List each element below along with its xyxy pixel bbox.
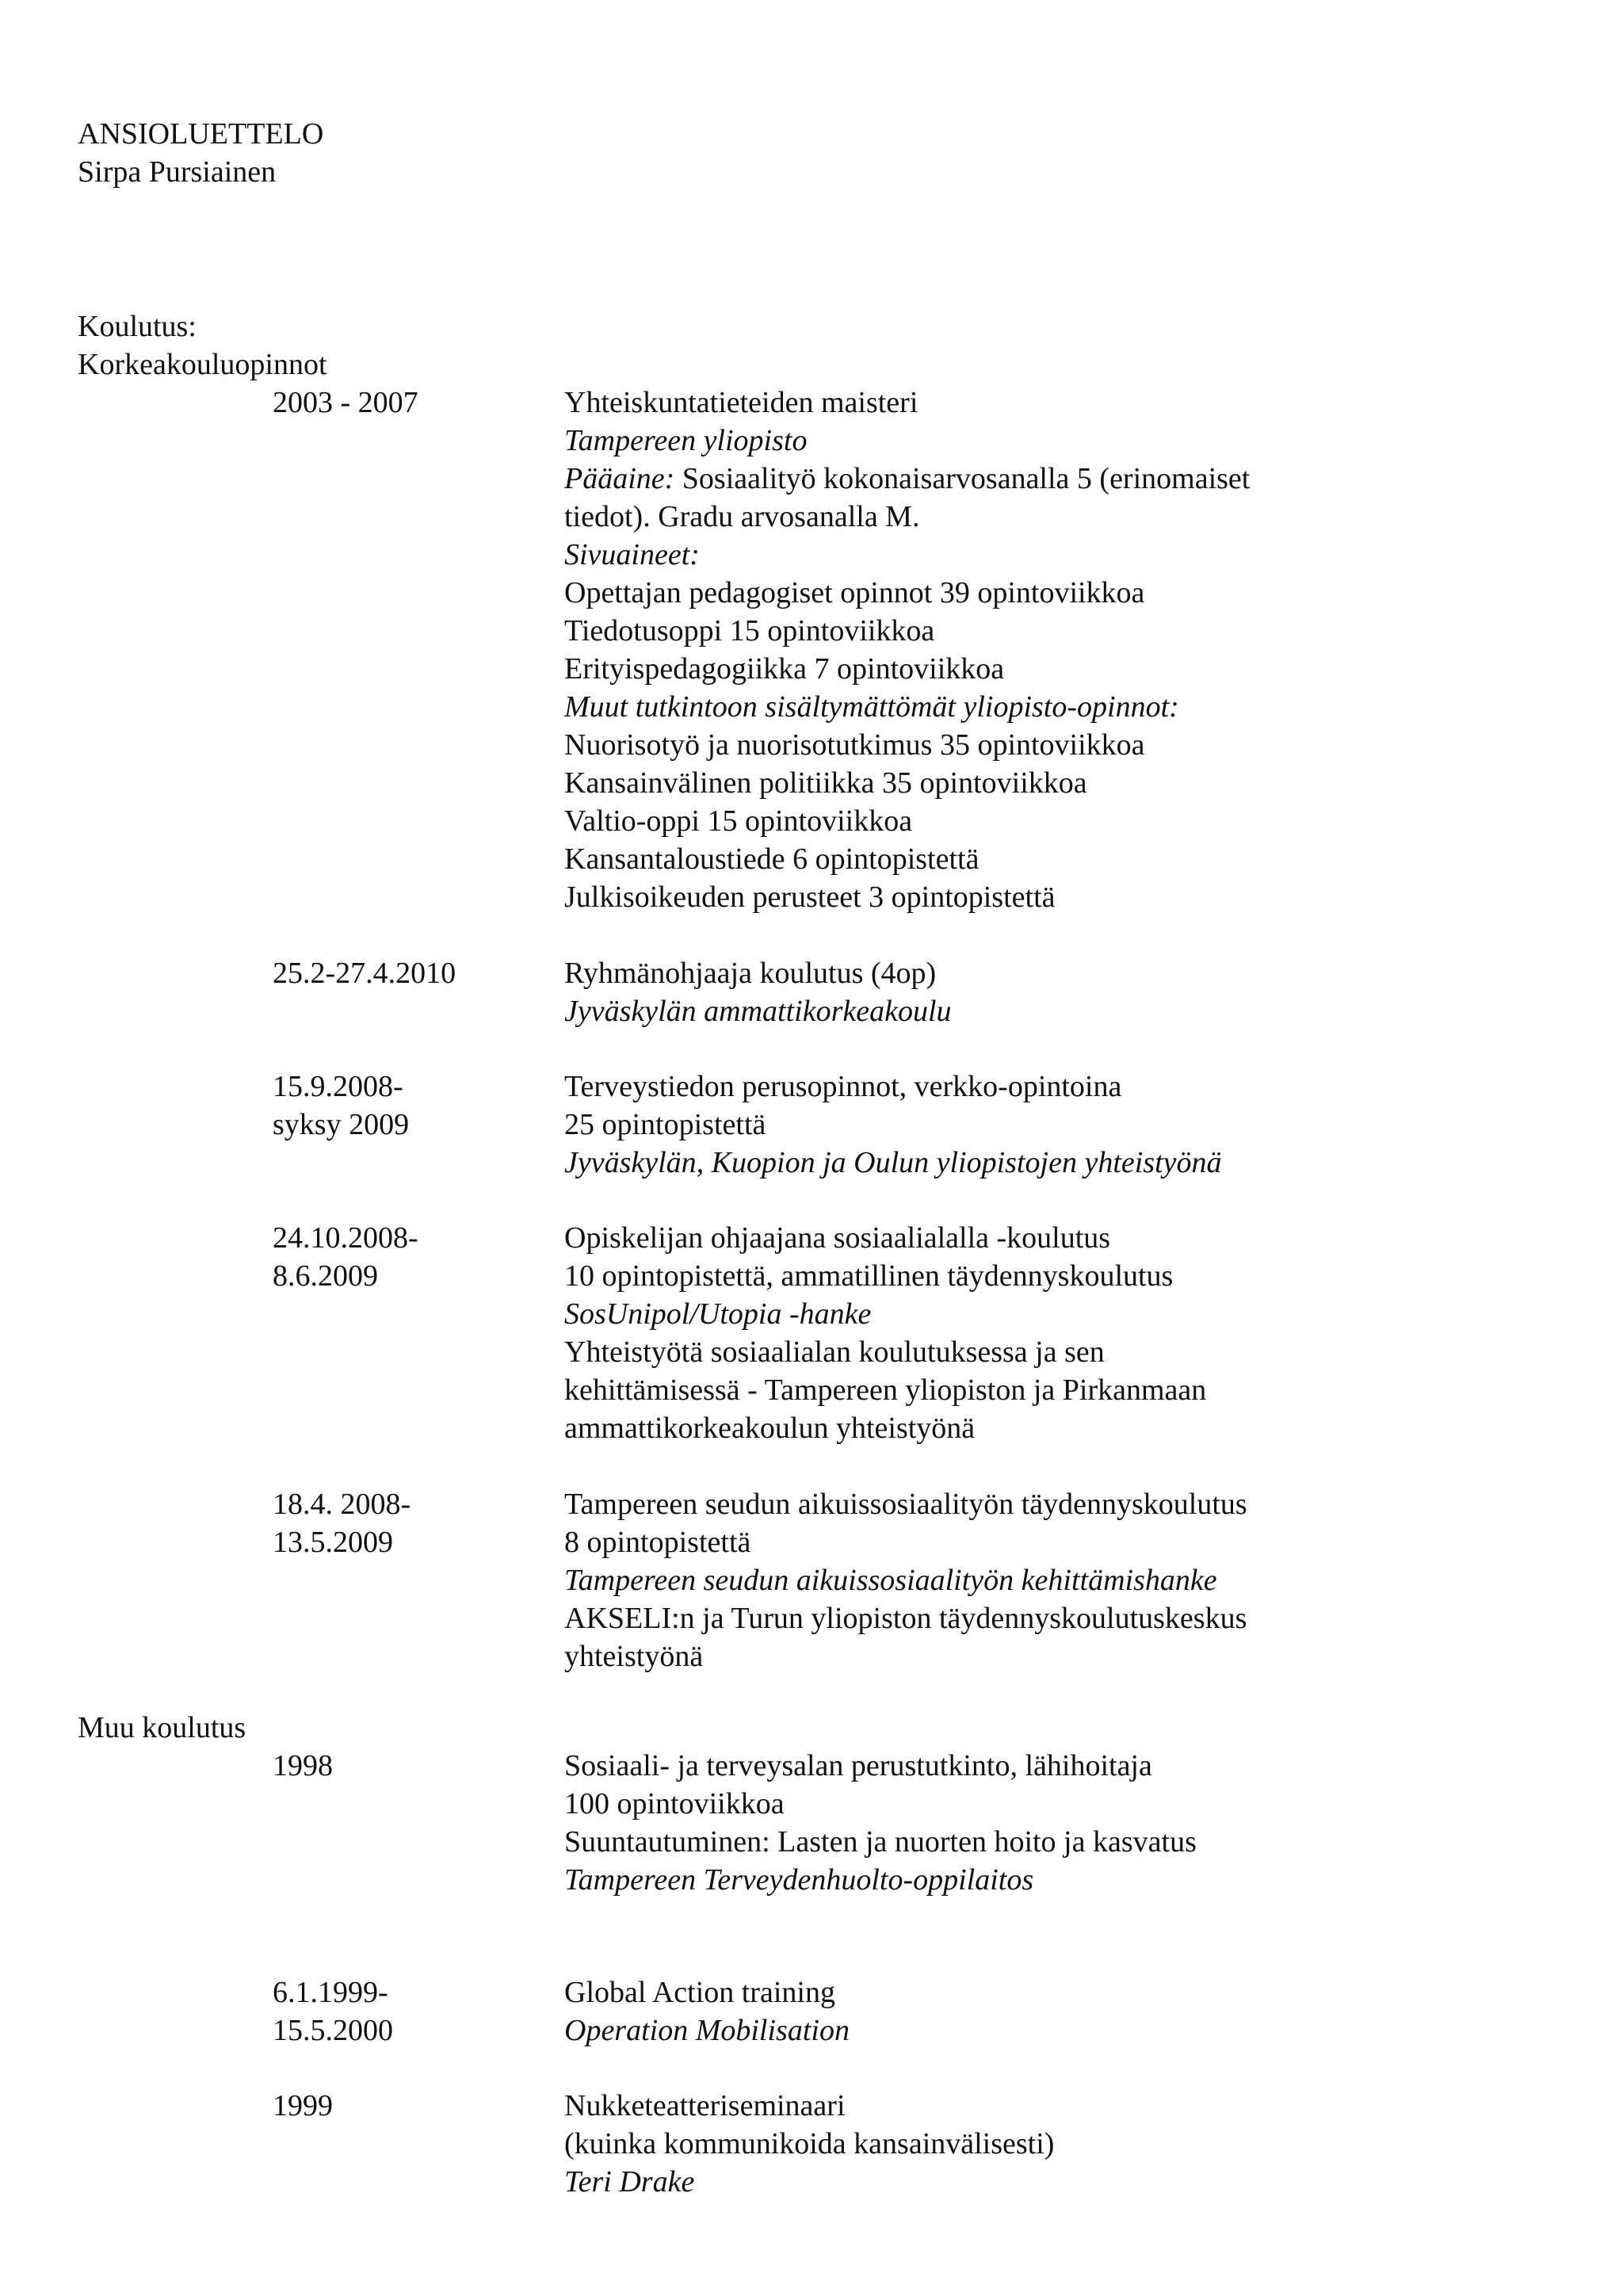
institution: SosUnipol/Utopia -hanke: [564, 1297, 872, 1331]
entry-date: 15.5.2000: [273, 2014, 393, 2047]
entry-date: syksy 2009: [273, 1108, 410, 1141]
entry-line: 10 opintopistettä, ammatillinen täydennyskoulutus: [564, 1259, 1174, 1293]
institution: Tampereen yliopisto: [564, 424, 808, 457]
entry-line: kehittämisessä - Tampereen yliopiston ja Pirkanmaan: [564, 1373, 1207, 1407]
entry-date: 18.4. 2008-: [273, 1488, 411, 1521]
institution: Tampereen Terveydenhuolto-oppilaitos: [564, 1863, 1034, 1897]
entry-date: 24.10.2008-: [273, 1221, 418, 1255]
entry-line: 100 opintoviikkoa: [564, 1787, 785, 1820]
institution: Teri Drake: [564, 2165, 695, 2199]
entry-line: Julkisoikeuden perusteet 3 opintopistettä: [564, 881, 1056, 914]
entry-line: AKSELI:n ja Turun yliopiston täydennyskoulutuskeskus: [564, 1602, 1247, 1635]
institution: Jyväskylän, Kuopion ja Oulun yliopistojen yhteistyönä: [564, 1146, 1222, 1179]
entry-line: Suuntautuminen: Lasten ja nuorten hoito ja kasvatus: [564, 1825, 1197, 1859]
entry-date: 15.9.2008-: [273, 1070, 403, 1103]
subheading-minors: Sivuaineet:: [564, 538, 700, 571]
course-title: Ryhmänohjaaja koulutus (4op): [564, 957, 937, 990]
major-text: Sosiaalityö kokonaisarvosanalla 5 (erinomaiset: [674, 462, 1251, 495]
entry-line: Erityispedagogiikka 7 opintoviikkoa: [564, 652, 1005, 686]
course-title: Tampereen seudun aikuissosiaalityön täydennyskoulutus: [564, 1488, 1247, 1521]
section-heading-korkeakouluopinnot: Korkeakouluopinnot: [78, 348, 327, 381]
entry-line: ammattikorkeakoulun yhteistyönä: [564, 1412, 976, 1445]
entry-line: 8 opintopistettä: [564, 1526, 751, 1559]
institution: Tampereen seudun aikuissosiaalityön kehittämishanke: [564, 1564, 1217, 1597]
entry-line: Nuorisotyö ja nuorisotutkimus 35 opintoviikkoa: [564, 728, 1145, 762]
subheading-other-studies: Muut tutkintoon sisältymättömät yliopisto-opinnot:: [564, 690, 1179, 724]
entry-date: 6.1.1999-: [273, 1976, 388, 2009]
entry-line: 25 opintopistettä: [564, 1108, 766, 1141]
document-title: ANSIOLUETTELO: [78, 117, 324, 151]
entry-date: 25.2-27.4.2010: [273, 957, 456, 990]
course-title: Terveystiedon perusopinnot, verkko-opintoina: [564, 1070, 1122, 1103]
entry-line: Kansainvälinen politiikka 35 opintoviikkoa: [564, 766, 1087, 800]
degree-title: Yhteiskuntatieteiden maisteri: [564, 386, 918, 419]
entry-line: Yhteistyötä sosiaalialan koulutuksessa ja sen: [564, 1335, 1105, 1369]
entry-line: yhteistyönä: [564, 1640, 704, 1673]
entry-line: Opettajan pedagogiset opinnot 39 opintoviikkoa: [564, 576, 1145, 609]
section-heading-muu-koulutus: Muu koulutus: [78, 1711, 246, 1744]
course-title: Opiskelijan ohjaajana sosiaalialalla -koulutus: [564, 1221, 1111, 1255]
entry-date: 1998: [273, 1749, 333, 1782]
entry-date: 1999: [273, 2089, 333, 2122]
entry-date: 13.5.2009: [273, 1526, 393, 1559]
course-title: Sosiaali- ja terveysalan perustutkinto, lähihoitaja: [564, 1749, 1152, 1782]
entry-date: 2003 - 2007: [273, 386, 418, 419]
entry-line: Kansantaloustiede 6 opintopistettä: [564, 842, 980, 876]
entry-line: Tiedotusoppi 15 opintoviikkoa: [564, 614, 935, 648]
institution: Jyväskylän ammattikorkeakoulu: [564, 995, 952, 1028]
entry-line: tiedot). Gradu arvosanalla M.: [564, 500, 920, 533]
major-line: [564, 460, 1250, 498]
entry-line: (kuinka kommunikoida kansainvälisesti): [564, 2127, 1055, 2160]
course-title: Global Action training: [564, 1976, 835, 2009]
entry-line: Valtio-oppi 15 opintoviikkoa: [564, 804, 913, 838]
course-title: Nukketeatteriseminaari: [564, 2089, 846, 2122]
person-name: Sirpa Pursiainen: [78, 155, 277, 189]
entry-date: 8.6.2009: [273, 1259, 378, 1293]
major-label: Pääaine:: [564, 462, 675, 495]
section-heading-koulutus: Koulutus:: [78, 310, 197, 343]
institution: Operation Mobilisation: [564, 2014, 850, 2047]
